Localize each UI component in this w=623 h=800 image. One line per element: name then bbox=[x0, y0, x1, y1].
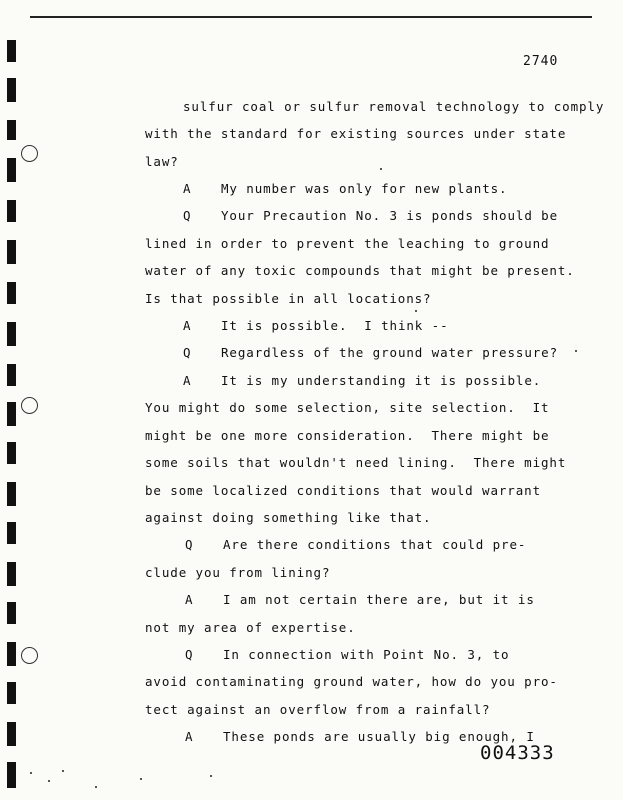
binder-mark bbox=[7, 200, 16, 222]
binder-mark bbox=[7, 322, 16, 346]
transcript-line bbox=[145, 291, 431, 307]
binder-mark bbox=[7, 364, 16, 386]
speaker-label: Q bbox=[185, 647, 194, 662]
line-text: Your Precaution No. 3 is ponds should be bbox=[221, 208, 559, 223]
speaker-label: Q bbox=[183, 345, 192, 360]
transcript-line bbox=[145, 400, 549, 416]
line-text: My number was only for new plants. bbox=[221, 181, 508, 196]
binder-mark bbox=[7, 522, 16, 544]
transcript-line bbox=[145, 154, 179, 170]
scan-speck bbox=[575, 350, 577, 352]
speaker-label: A bbox=[183, 318, 192, 333]
transcript-line bbox=[145, 236, 549, 252]
speaker-label: A bbox=[185, 592, 194, 607]
line-text: be some localized conditions that would warrant bbox=[145, 483, 542, 498]
line-text: tect against an overflow from a rainfall? bbox=[145, 702, 491, 717]
speaker-label: Q bbox=[183, 208, 192, 223]
transcript-line bbox=[183, 181, 507, 197]
transcript-line bbox=[185, 537, 526, 553]
binder-mark bbox=[7, 442, 16, 464]
top-rule bbox=[30, 16, 592, 18]
line-text: against doing something like that. bbox=[145, 510, 432, 525]
binder-mark bbox=[7, 158, 16, 182]
transcript-line bbox=[145, 510, 431, 526]
binder-mark bbox=[7, 282, 16, 304]
speaker-label: A bbox=[183, 181, 192, 196]
scan-speck bbox=[95, 786, 97, 788]
transcript-line bbox=[145, 620, 356, 636]
line-text: You might do some selection, site selection. It bbox=[145, 400, 550, 415]
scan-speck bbox=[30, 772, 32, 774]
line-text: In connection with Point No. 3, to bbox=[223, 647, 510, 662]
line-text: lined in order to prevent the leaching to ground bbox=[145, 236, 550, 251]
line-text: sulfur coal or sulfur removal technology to comply bbox=[183, 99, 605, 114]
binder-mark bbox=[7, 482, 16, 506]
binder-mark bbox=[7, 762, 16, 788]
transcript-line bbox=[145, 428, 549, 444]
scan-speck bbox=[62, 770, 64, 772]
binder-mark bbox=[7, 722, 16, 746]
transcript-line bbox=[145, 126, 566, 142]
binder-mark bbox=[7, 40, 16, 62]
transcript-line bbox=[145, 565, 330, 581]
transcript-line bbox=[183, 208, 558, 224]
binder-mark bbox=[7, 642, 16, 666]
line-text: with the standard for existing sources under state bbox=[145, 126, 567, 141]
scan-speck bbox=[380, 168, 382, 170]
transcript-line bbox=[145, 455, 566, 471]
line-text: It is my understanding it is possible. bbox=[221, 373, 542, 388]
line-text: These ponds are usually big enough, I bbox=[223, 729, 535, 744]
binder-mark bbox=[7, 120, 16, 140]
transcript-line bbox=[183, 318, 449, 334]
punch-hole-icon bbox=[21, 397, 38, 414]
line-text: clude you from lining? bbox=[145, 565, 331, 580]
line-text: some soils that wouldn't need lining. There might bbox=[145, 455, 567, 470]
line-text: avoid contaminating ground water, how do you pro- bbox=[145, 674, 558, 689]
transcript-line bbox=[145, 99, 604, 115]
line-text: Are there conditions that could pre- bbox=[223, 537, 527, 552]
speaker-label: A bbox=[185, 729, 194, 744]
line-text: I am not certain there are, but it is bbox=[223, 592, 535, 607]
transcript-line bbox=[145, 674, 558, 690]
line-text: It is possible. I think -- bbox=[221, 318, 449, 333]
transcript-line bbox=[145, 263, 575, 279]
line-text: Regardless of the ground water pressure? bbox=[221, 345, 559, 360]
punch-hole-icon bbox=[21, 647, 38, 664]
transcript-line bbox=[183, 373, 541, 389]
speaker-label: Q bbox=[185, 537, 194, 552]
binder-mark bbox=[7, 402, 16, 426]
line-text: law? bbox=[145, 154, 179, 169]
line-text: might be one more consideration. There might be bbox=[145, 428, 550, 443]
binder-mark bbox=[7, 602, 16, 624]
line-text: not my area of expertise. bbox=[145, 620, 356, 635]
page-number: 2740 bbox=[523, 54, 559, 69]
scan-speck bbox=[210, 775, 212, 777]
transcript-line bbox=[145, 702, 490, 718]
scan-speck bbox=[48, 780, 50, 782]
transcript-line bbox=[145, 483, 541, 499]
transcript-line bbox=[185, 592, 535, 608]
punch-hole-icon bbox=[21, 145, 38, 162]
scan-speck bbox=[140, 778, 142, 780]
line-text: Is that possible in all locations? bbox=[145, 291, 432, 306]
binder-mark bbox=[7, 78, 16, 102]
batch-number: 004333 bbox=[480, 742, 555, 764]
binder-mark bbox=[7, 562, 16, 586]
binder-mark bbox=[7, 240, 16, 264]
speaker-label: A bbox=[183, 373, 192, 388]
binder-mark bbox=[7, 682, 16, 704]
scan-speck bbox=[415, 310, 417, 312]
line-text: water of any toxic compounds that might be present. bbox=[145, 263, 575, 278]
transcript-line bbox=[185, 647, 509, 663]
transcript-line bbox=[183, 345, 558, 361]
